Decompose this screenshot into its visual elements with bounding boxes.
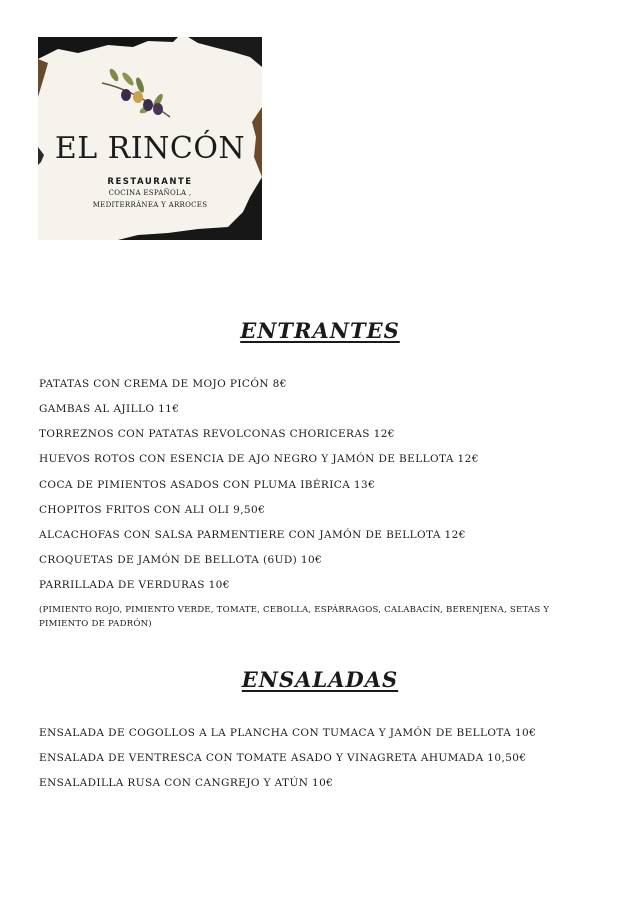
menu-item: GAMBAS AL AJILLO 11€ (39, 403, 180, 415)
logo-name: EL RINCÓN (54, 131, 246, 166)
menu-item: CHOPITOS FRITOS CON ALI OLI 9,50€ (39, 504, 266, 516)
logo-tagline: RESTAURANTE (107, 177, 193, 187)
section-title-entrantes: ENTRANTES (240, 318, 400, 343)
menu-item: PATATAS CON CREMA DE MOJO PICÓN 8€ (39, 378, 287, 390)
menu-item: COCA DE PIMIENTOS ASADOS CON PLUMA IBÉRICA 13€ (39, 479, 376, 491)
logo-cuisine-line2: MEDITERRÁNEA Y ARROCES (92, 201, 208, 209)
menu-item: ALCACHOFAS CON SALSA PARMENTIERE CON JAMÓN DE BELLOTA 12€ (39, 529, 466, 541)
menu-item: ENSALADA DE VENTRESCA CON TOMATE ASADO Y VINAGRETA AHUMADA 10,50€ (39, 752, 527, 764)
menu-item: ENSALADILLA RUSA CON CANGREJO Y ATÚN 10€ (39, 777, 334, 789)
menu-item: TORREZNOS CON PATATAS REVOLCONAS CHORICERAS 12€ (39, 428, 395, 440)
olive-branch-icon (100, 65, 176, 125)
menu-item: HUEVOS ROTOS CON ESENCIA DE AJO NEGRO Y JAMÓN DE BELLOTA 12€ (39, 453, 479, 465)
section-title-ensaladas: ENSALADAS (241, 667, 399, 692)
logo-cuisine-line1: COCINA ESPAÑOLA , (108, 189, 192, 197)
menu-item: CROQUETAS DE JAMÓN DE BELLOTA (6UD) 10€ (39, 554, 323, 566)
menu-item: PARRILLADA DE VERDURAS 10€ (39, 579, 230, 591)
menu-item: ENSALADA DE COGOLLOS A LA PLANCHA CON TUMACA Y JAMÓN DE BELLOTA 10€ (39, 727, 537, 739)
menu-item-note: (PIMIENTO ROJO, PIMIENTO VERDE, TOMATE, CEBOLLA, ESPÁRRAGOS, CALABACÍN, BERENJENA, SETAS Y PIMIENTO DE PADRÓN) (39, 605, 550, 629)
restaurant-logo (38, 37, 262, 240)
